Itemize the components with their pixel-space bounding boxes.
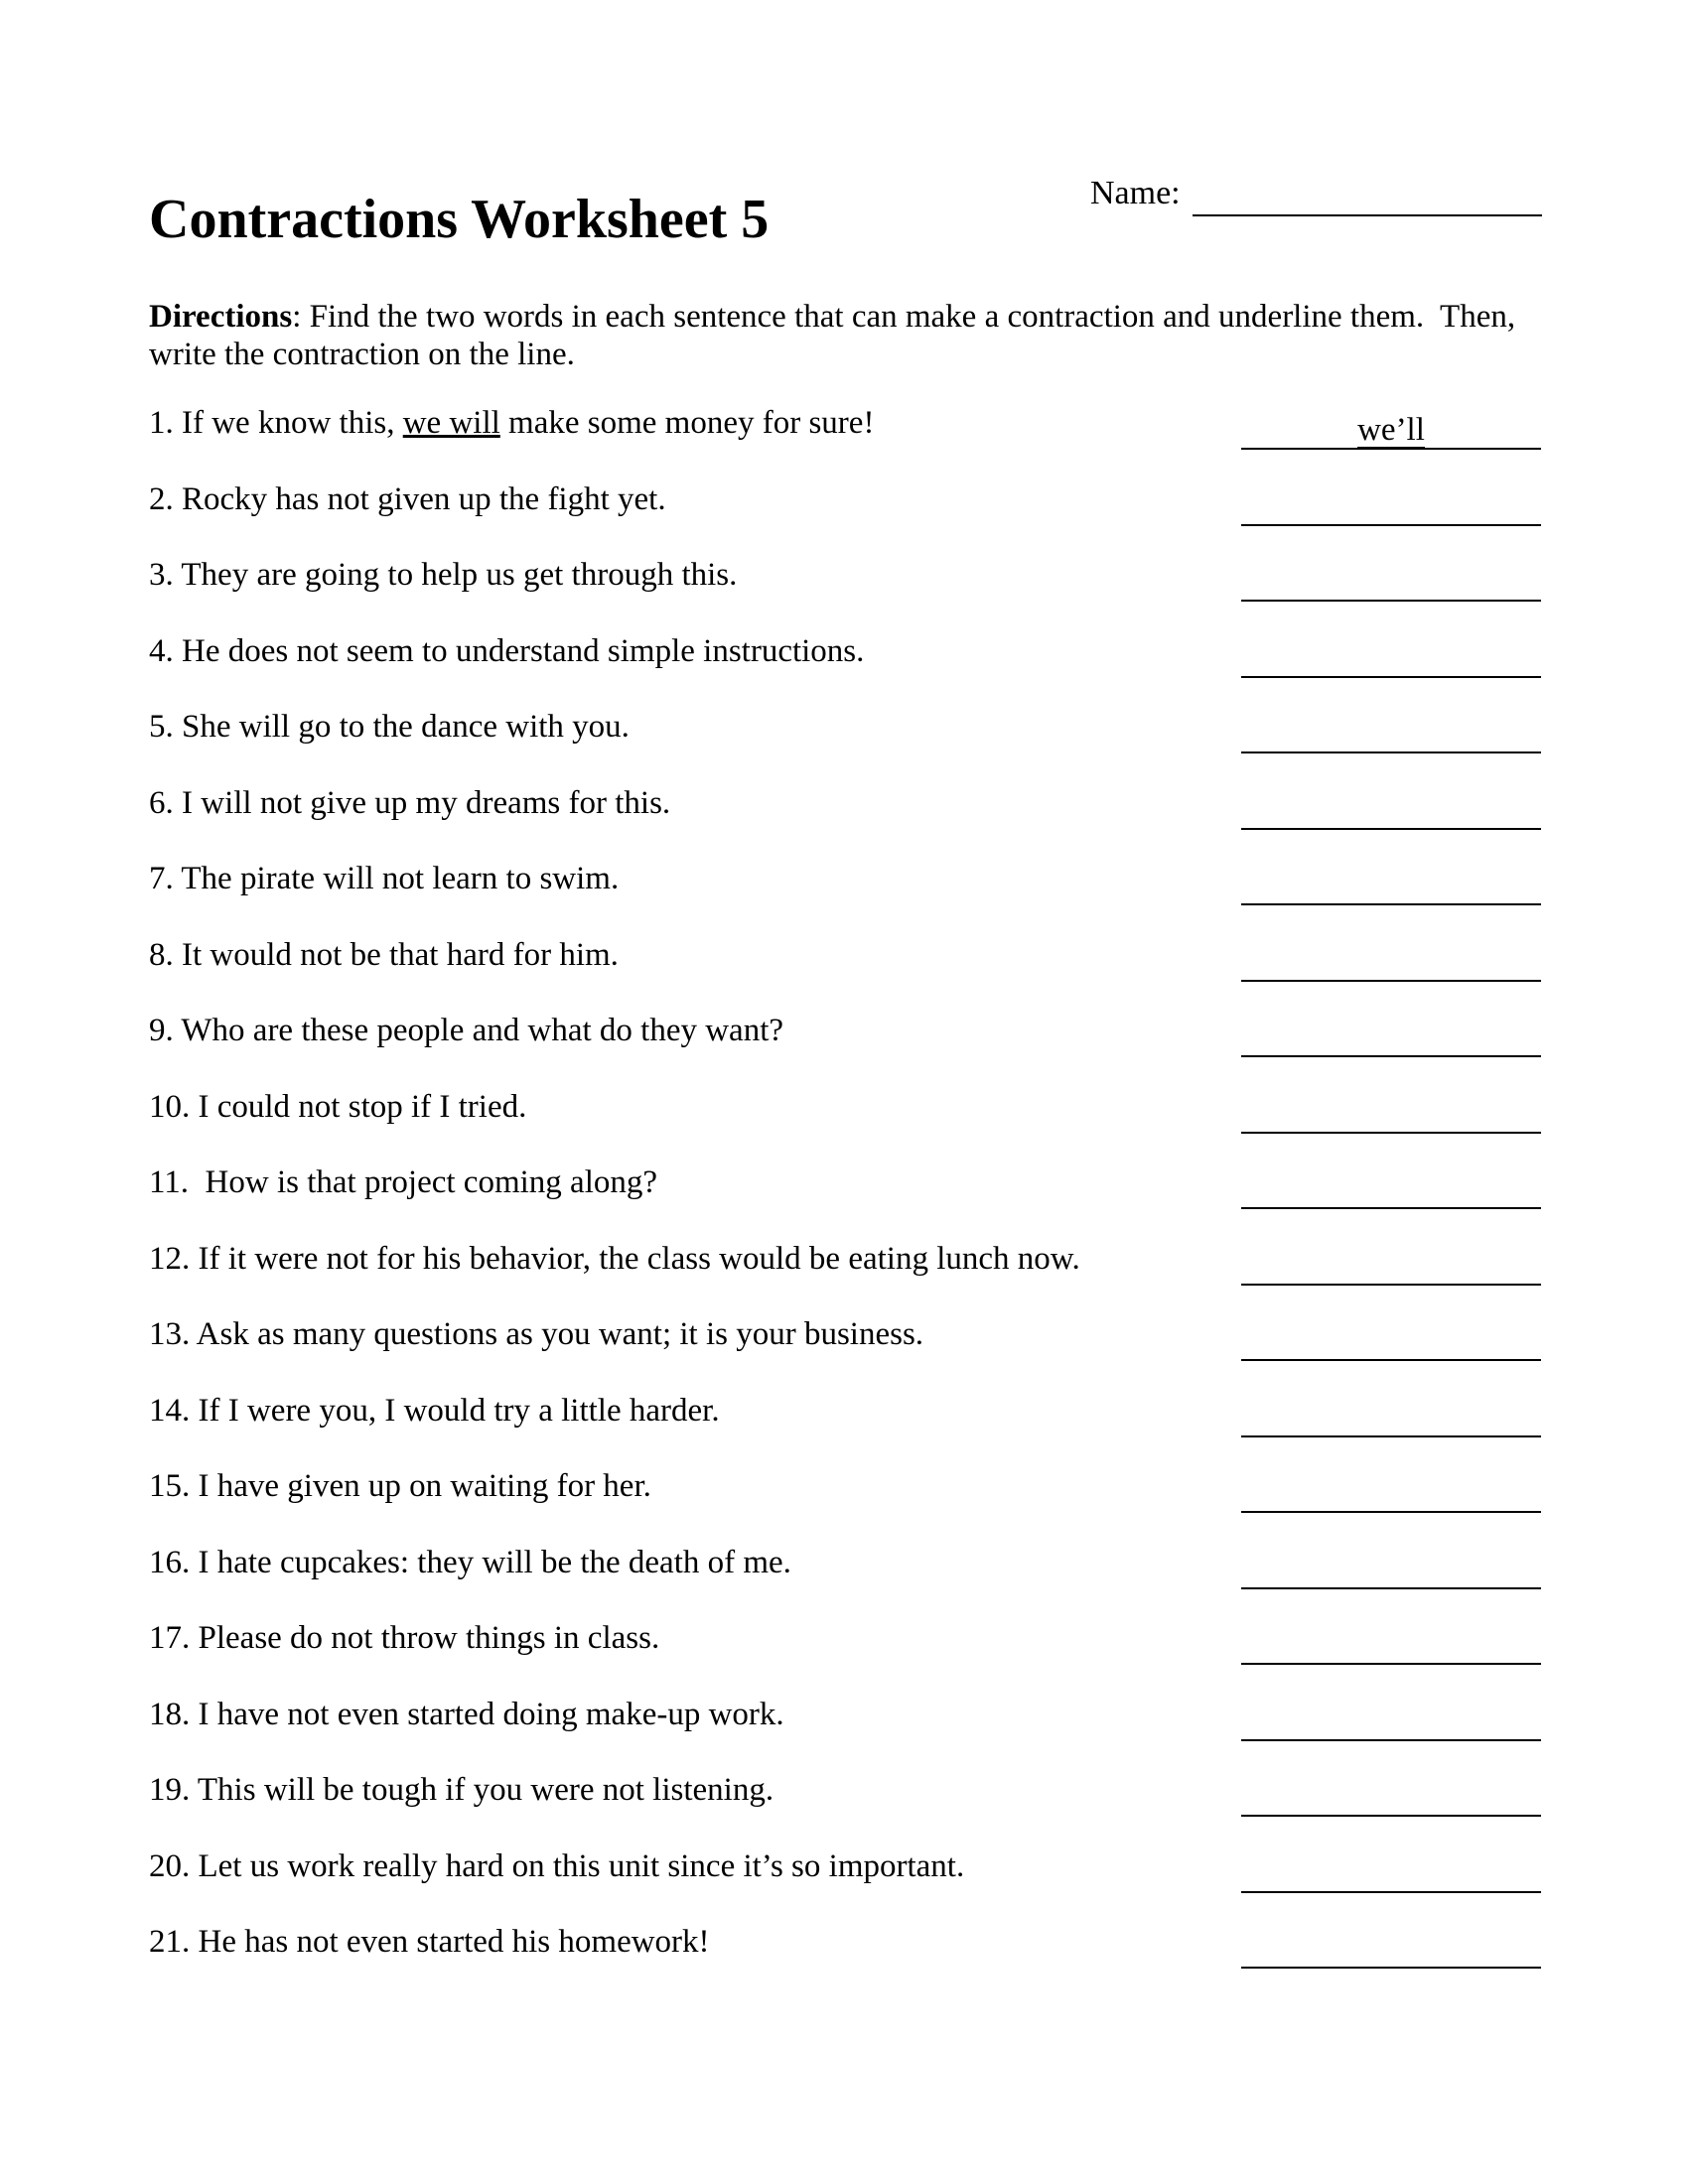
question-sentence: If it were not for his behavior, the class would be eating lunch now. <box>190 1240 1080 1277</box>
answer-blank-line[interactable] <box>1241 559 1541 602</box>
question-text <box>149 1924 710 1960</box>
question-number: 16. <box>149 1544 191 1580</box>
name-label: Name: <box>1090 175 1181 211</box>
question-number: 12. <box>149 1240 191 1277</box>
question-sentence: I hate cupcakes: they will be the death of me. <box>190 1544 791 1580</box>
question-sentence: He does not seem to understand simple instructions. <box>173 632 865 669</box>
question-number: 17. <box>149 1620 191 1656</box>
answer-blank-line[interactable] <box>1241 1622 1541 1665</box>
question-text <box>149 557 737 593</box>
directions-line-2: write the contraction on the line. <box>149 337 575 372</box>
question-row <box>149 1089 1545 1165</box>
question-text <box>149 1393 720 1429</box>
answer-blank-line[interactable] <box>1241 1318 1541 1361</box>
question-sentence: It would not be that hard for him. <box>173 936 619 973</box>
question-row <box>149 1772 1545 1848</box>
directions-line-1 <box>149 298 1515 336</box>
answer-blank-line[interactable] <box>1241 1015 1541 1057</box>
question-text <box>149 1620 659 1656</box>
question-text <box>149 1848 964 1884</box>
question-sentence: Ask as many questions as you want; it is your business. <box>190 1316 924 1352</box>
question-number: 3. <box>149 557 174 593</box>
question-sentence-end: make some money for sure! <box>499 405 875 441</box>
question-text <box>149 1164 657 1200</box>
question-sentence: Let us work really hard on this unit since it’s so important. <box>190 1847 965 1884</box>
question-row <box>149 1013 1545 1089</box>
question-number: 1. <box>149 405 174 441</box>
answer-blank-line[interactable] <box>1241 939 1541 982</box>
directions-text: : Find the two words in each sentence that can make a contraction and underline them. Then, <box>292 299 1516 335</box>
question-number: 2. <box>149 480 174 517</box>
question-number: 11. <box>149 1164 190 1200</box>
question-text <box>149 1316 923 1352</box>
question-underlined-words: we will <box>402 405 500 441</box>
question-number: 5. <box>149 709 174 745</box>
answer-blank-line[interactable] <box>1241 1699 1541 1741</box>
question-row <box>149 1697 1545 1773</box>
question-text <box>149 861 619 896</box>
answer-blank-line[interactable] <box>1241 1850 1541 1893</box>
answer-blank-line[interactable] <box>1241 1243 1541 1286</box>
question-row <box>149 1468 1545 1545</box>
question-row <box>149 1545 1545 1621</box>
question-row <box>149 1393 1545 1469</box>
answer-blank-line[interactable] <box>1241 787 1541 830</box>
answer-blank-line[interactable] <box>1241 711 1541 753</box>
question-number: 20. <box>149 1847 191 1884</box>
question-number: 14. <box>149 1392 191 1429</box>
answer-text: we’ll <box>1357 412 1425 449</box>
answer-blank-line[interactable] <box>1241 1091 1541 1134</box>
name-row <box>1090 169 1542 216</box>
question-number: 8. <box>149 936 174 973</box>
question-row <box>149 1848 1545 1925</box>
question-row <box>149 1316 1545 1393</box>
answer-blank-line[interactable] <box>1241 1166 1541 1209</box>
question-text <box>149 1089 526 1125</box>
answer-blank-line[interactable] <box>1241 863 1541 905</box>
question-row <box>149 1241 1545 1317</box>
answer-blank-line[interactable] <box>1241 1470 1541 1513</box>
question-sentence: Rocky has not given up the fight yet. <box>173 480 666 517</box>
question-number: 6. <box>149 784 174 821</box>
question-row <box>149 709 1545 785</box>
name-blank-line[interactable] <box>1193 171 1542 216</box>
page-title: Contractions Worksheet 5 <box>149 189 770 250</box>
question-text <box>149 785 670 821</box>
answer-blank-line[interactable] <box>1241 407 1541 450</box>
question-sentence: He has not even started his homework! <box>190 1924 710 1960</box>
question-number: 18. <box>149 1696 191 1732</box>
question-row <box>149 785 1545 862</box>
question-row <box>149 481 1545 558</box>
question-number: 4. <box>149 632 174 669</box>
answer-blank-line[interactable] <box>1241 1395 1541 1437</box>
question-row <box>149 1164 1545 1241</box>
question-row <box>149 1924 1545 2000</box>
question-row <box>149 1620 1545 1697</box>
question-sentence: They are going to help us get through this. <box>173 557 738 593</box>
question-sentence: I could not stop if I tried. <box>190 1088 527 1125</box>
question-text <box>149 481 666 517</box>
question-sentence: She will go to the dance with you. <box>173 709 630 745</box>
question-text <box>149 1772 774 1808</box>
question-text <box>149 405 874 441</box>
question-sentence: This will be tough if you were not listening. <box>190 1772 774 1808</box>
question-row <box>149 937 1545 1014</box>
question-number: 9. <box>149 1013 174 1048</box>
directions-label: Directions <box>149 299 293 335</box>
question-sentence: I have given up on waiting for her. <box>190 1468 651 1504</box>
question-number: 10. <box>149 1088 191 1125</box>
answer-blank-line[interactable] <box>1241 635 1541 678</box>
question-number: 19. <box>149 1772 191 1808</box>
question-text <box>149 709 630 745</box>
question-text <box>149 1545 791 1580</box>
question-text <box>149 1241 1080 1277</box>
answer-blank-line[interactable] <box>1241 1547 1541 1589</box>
question-sentence: I will not give up my dreams for this. <box>173 784 671 821</box>
question-sentence: I have not even started doing make-up work. <box>190 1696 784 1732</box>
question-sentence: Who are these people and what do they want? <box>173 1013 784 1048</box>
question-number: 7. <box>149 861 174 896</box>
question-sentence: How is that project coming along? <box>189 1164 658 1200</box>
question-row <box>149 861 1545 937</box>
question-text <box>149 633 864 669</box>
question-text <box>149 1697 784 1732</box>
question-sentence: Please do not throw things in class. <box>190 1620 660 1656</box>
question-text <box>149 937 619 973</box>
question-sentence: The pirate will not learn to swim. <box>173 861 620 896</box>
question-text <box>149 1013 783 1048</box>
directions <box>149 298 1515 373</box>
answer-blank-line[interactable] <box>1241 483 1541 526</box>
question-number: 13. <box>149 1316 191 1352</box>
question-number: 15. <box>149 1468 191 1504</box>
question-row <box>149 633 1545 710</box>
question-sentence: If I were you, I would try a little harder. <box>190 1392 720 1429</box>
question-text <box>149 1468 651 1504</box>
answer-blank-line[interactable] <box>1241 1774 1541 1817</box>
question-row <box>149 557 1545 633</box>
question-number: 21. <box>149 1924 191 1960</box>
answer-blank-line[interactable] <box>1241 1926 1541 1969</box>
question-sentence: If we know this, <box>173 405 403 441</box>
question-row <box>149 405 1545 481</box>
questions-list <box>149 405 1545 2000</box>
